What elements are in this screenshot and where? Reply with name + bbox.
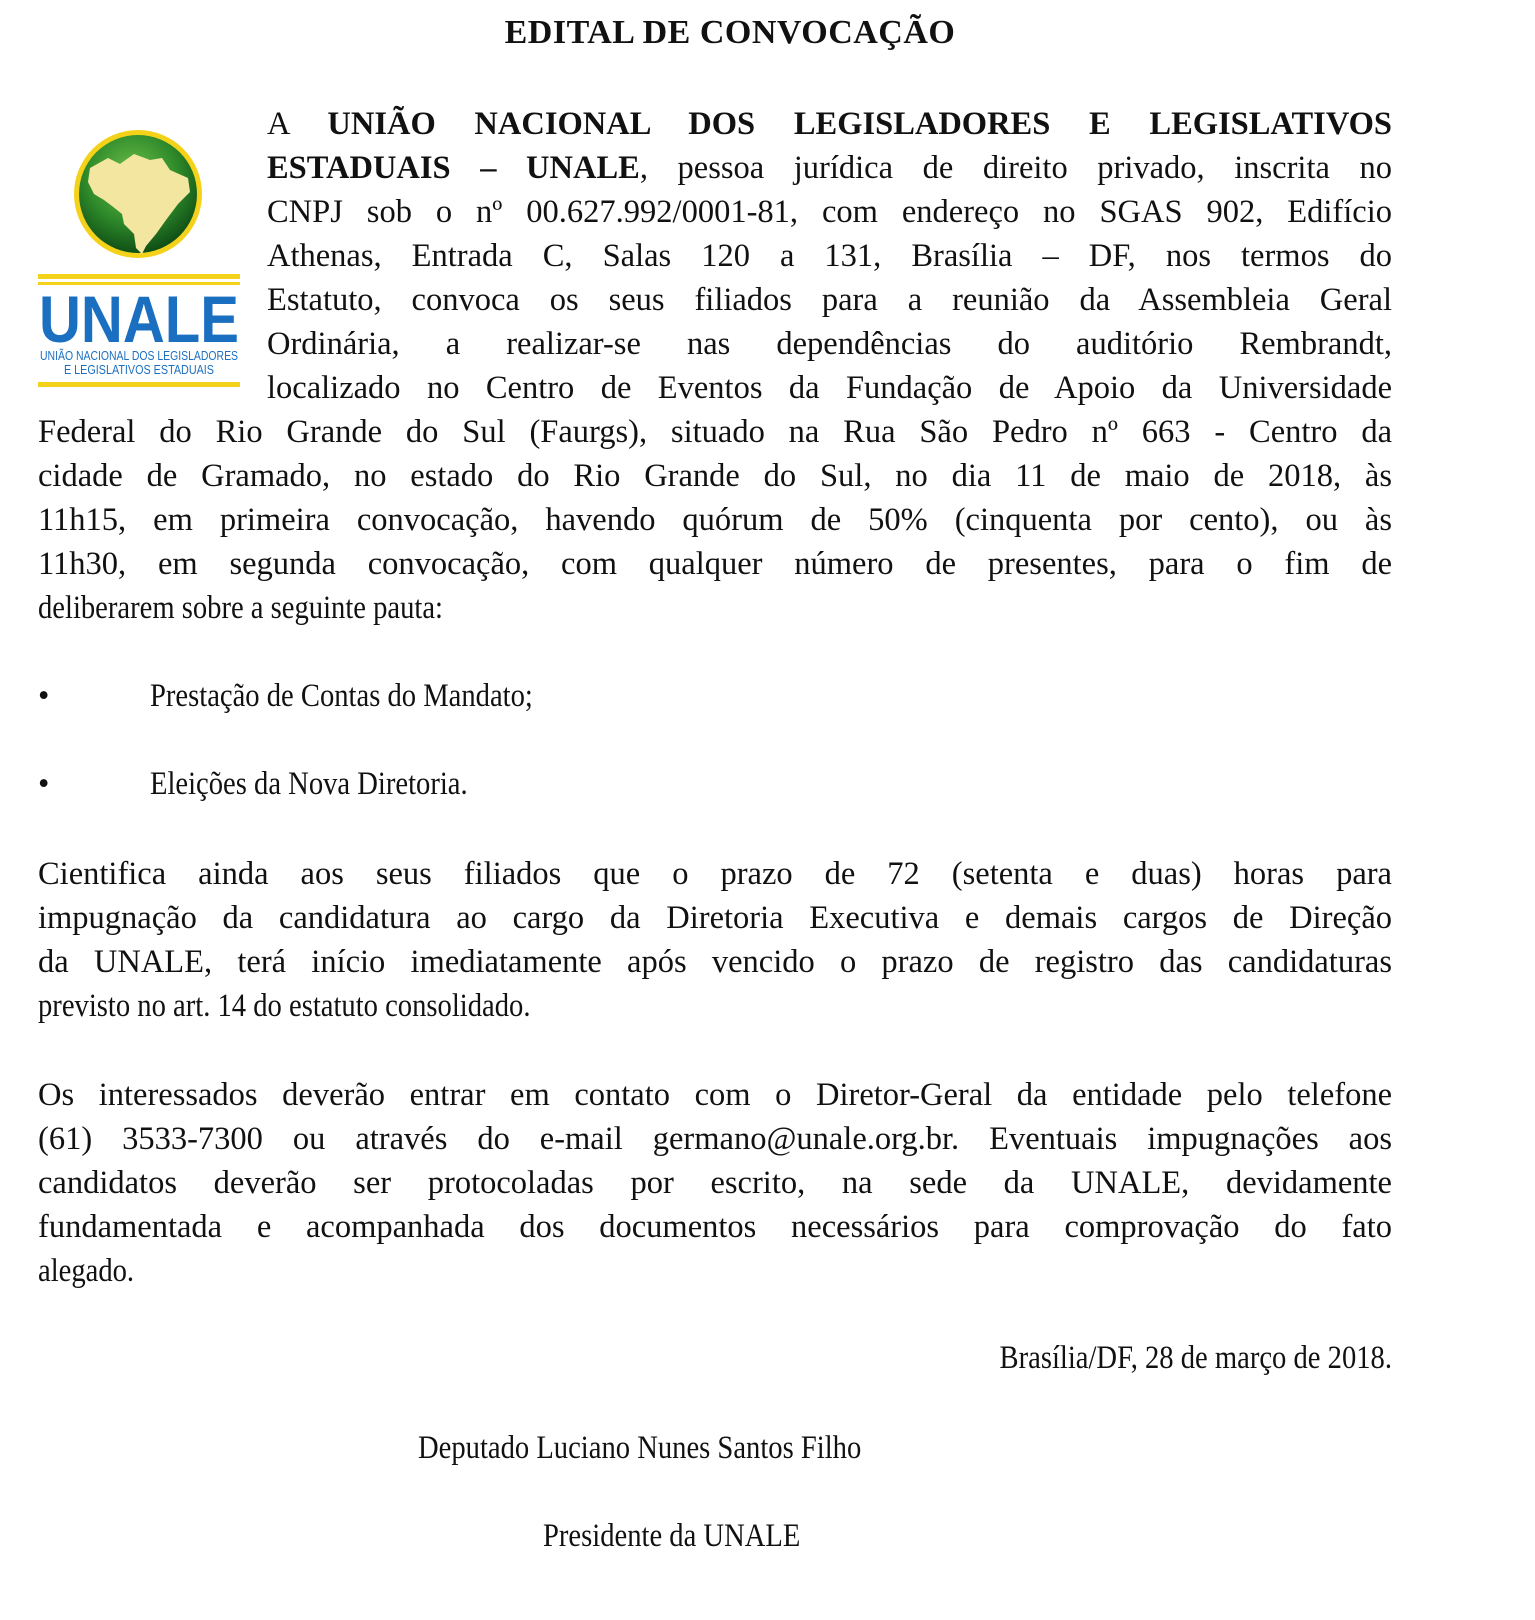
intro-line-12: deliberarem sobre a seguinte pauta: (38, 590, 444, 626)
org-name-cont: ESTADUAIS – UNALE (267, 150, 640, 186)
svg-text:UNIÃO NACIONAL DOS LEGISLADORE: UNIÃO NACIONAL DOS LEGISLADORES (40, 349, 238, 363)
intro-line-8: Federal do Rio Grande do Sul (Faurgs), situado na Rua São Pedro nº 663 - Centro da (38, 414, 1392, 450)
intro-line-2: ESTADUAIS – UNALE, pessoa jurídica de direito privado, inscrita no (267, 150, 1392, 186)
intro-line-5: Estatuto, convoca os seus filiados para a reunião da Assembleia Geral (267, 282, 1392, 318)
intro-line-3: CNPJ sob o nº 00.627.992/0001-81, com endereço no SGAS 902, Edifício (267, 194, 1392, 230)
unale-logo-graphic (38, 128, 243, 396)
svg-text:E LEGISLATIVOS ESTADUAIS: E LEGISLATIVOS ESTADUAIS (64, 363, 214, 377)
paragraph3-line-5: alegado. (38, 1253, 135, 1289)
document-title: EDITAL DE CONVOCAÇÃO (504, 14, 956, 51)
signatory-name: Deputado Luciano Nunes Santos Filho (418, 1430, 862, 1466)
intro-line-10: 11h15, em primeira convocação, havendo quórum de 50% (cinquenta por cento), ou às (38, 502, 1392, 538)
intro-line-4: Athenas, Entrada C, Salas 120 a 131, Brasília – DF, nos termos do (267, 238, 1392, 274)
intro-line-7: localizado no Centro de Eventos da Fundação de Apoio da Universidade (267, 370, 1392, 406)
intro-line-1: A UNIÃO NACIONAL DOS LEGISLADORES E LEGISLATIVOS (267, 106, 1392, 142)
paragraph3-line-4: fundamentada e acompanhada dos documentos necessários para comprovação do fato (38, 1209, 1392, 1245)
paragraph3-line-1: Os interessados deverão entrar em contato com o Diretor-Geral da entidade pelo telefone (38, 1077, 1392, 1113)
signatory-role: Presidente da UNALE (543, 1518, 801, 1554)
agenda-item-text: Eleições da Nova Diretoria. (150, 766, 468, 802)
paragraph2-line-3: da UNALE, terá início imediatamente após vencido o prazo de registro das candidaturas (38, 944, 1392, 980)
date-line: Brasília/DF, 28 de março de 2018. (999, 1340, 1392, 1376)
paragraph3-line-2: (61) 3533-7300 ou através do e-mail germano@unale.org.br. Eventuais impugnações aos (38, 1121, 1392, 1157)
bullet-icon: • (38, 678, 50, 714)
org-name: UNIÃO NACIONAL DOS LEGISLADORES E LEGISLATIVOS (327, 106, 1392, 142)
paragraph3-line-3: candidatos deverão ser protocoladas por escrito, na sede da UNALE, devidamente (38, 1165, 1392, 1201)
paragraph2-line-2: impugnação da candidatura ao cargo da Diretoria Executiva e demais cargos de Direção (38, 900, 1392, 936)
unale-logo (38, 128, 243, 396)
paragraph2-line-4: previsto no art. 14 do estatuto consolidado. (38, 988, 531, 1024)
svg-text:UNALE: UNALE (39, 282, 239, 356)
intro-line-6: Ordinária, a realizar-se nas dependências do auditório Rembrandt, (267, 326, 1392, 362)
intro-line-9: cidade de Gramado, no estado do Rio Grande do Sul, no dia 11 de maio de 2018, às (38, 458, 1392, 494)
paragraph2-line-1: Cientifica ainda aos seus filiados que o prazo de 72 (setenta e duas) horas para (38, 856, 1392, 892)
bullet-icon: • (38, 766, 50, 802)
agenda-item-text: Prestação de Contas do Mandato; (150, 678, 533, 714)
intro-line-11: 11h30, em segunda convocação, com qualquer número de presentes, para o fim de (38, 546, 1392, 582)
